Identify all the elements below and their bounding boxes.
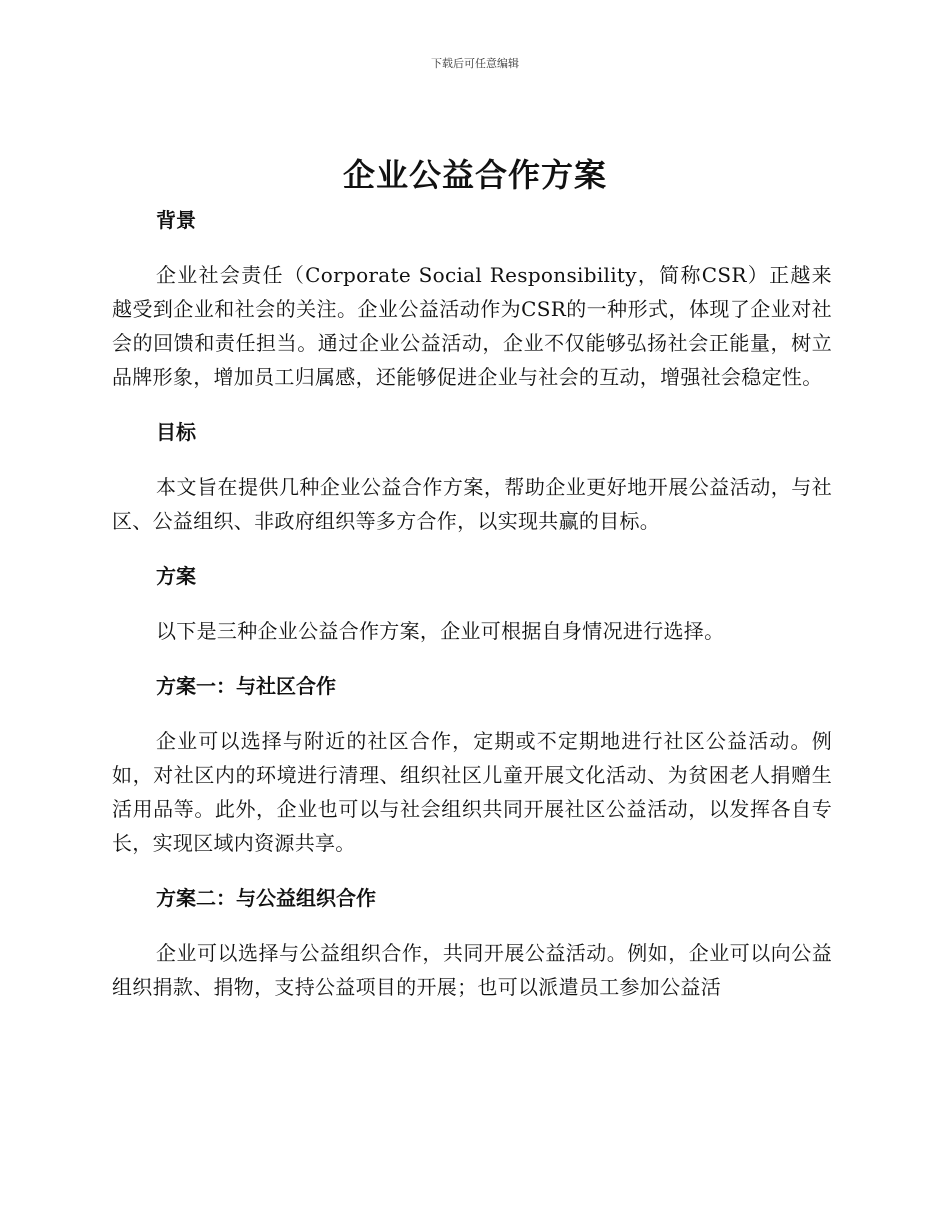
document-body (112, 204, 832, 1026)
section-paragraph: 企业社会责任（Corporate Social Responsibility，简称CSR）正越来越受到企业和社会的关注。企业公益活动作为CSR的一种形式，体现了企业对社会的回馈和责任担当。通过企业公益活动，企业不仅能够弘扬社会正能量，树立品牌形象，增加员工归属感，还能够促进企业与社会的互动，增强社会稳定性。 (112, 263, 832, 389)
section-paragraph: 企业可以选择与公益组织合作，共同开展公益活动。例如，企业可以向公益组织捐款、捐物，支持公益项目的开展；也可以派遣员工参加公益活 (112, 941, 832, 999)
document-title: 企业公益合作方案 (342, 156, 607, 194)
section-plan (112, 560, 832, 648)
section-paragraph: 本文旨在提供几种企业公益合作方案，帮助企业更好地开展公益活动，与社区、公益组织、非政府组织等多方合作，以实现共赢的目标。 (112, 475, 832, 533)
section-heading: 背景 (156, 208, 196, 232)
section-goal (112, 416, 832, 538)
section-heading: 方案 (156, 564, 196, 588)
section-paragraph: 以下是三种企业公益合作方案，企业可根据自身情况进行选择。 (156, 619, 725, 643)
section-background (112, 204, 832, 394)
section-heading: 方案二：与公益组织合作 (156, 886, 376, 910)
section-heading: 目标 (156, 420, 196, 444)
section-paragraph: 企业可以选择与附近的社区合作，定期或不定期地进行社区公益活动。例如，对社区内的环境进行清理、组织社区儿童开展文化活动、为贫困老人捐赠生活用品等。此外，企业也可以与社会组织共同开展社区公益活动，以发挥各自专长，实现区域内资源共享。 (112, 729, 832, 855)
header-note: 下载后可任意编辑 (431, 57, 519, 70)
section-heading: 方案一：与社区合作 (156, 674, 336, 698)
section-plan-two (112, 882, 832, 1004)
section-plan-one (112, 670, 832, 860)
